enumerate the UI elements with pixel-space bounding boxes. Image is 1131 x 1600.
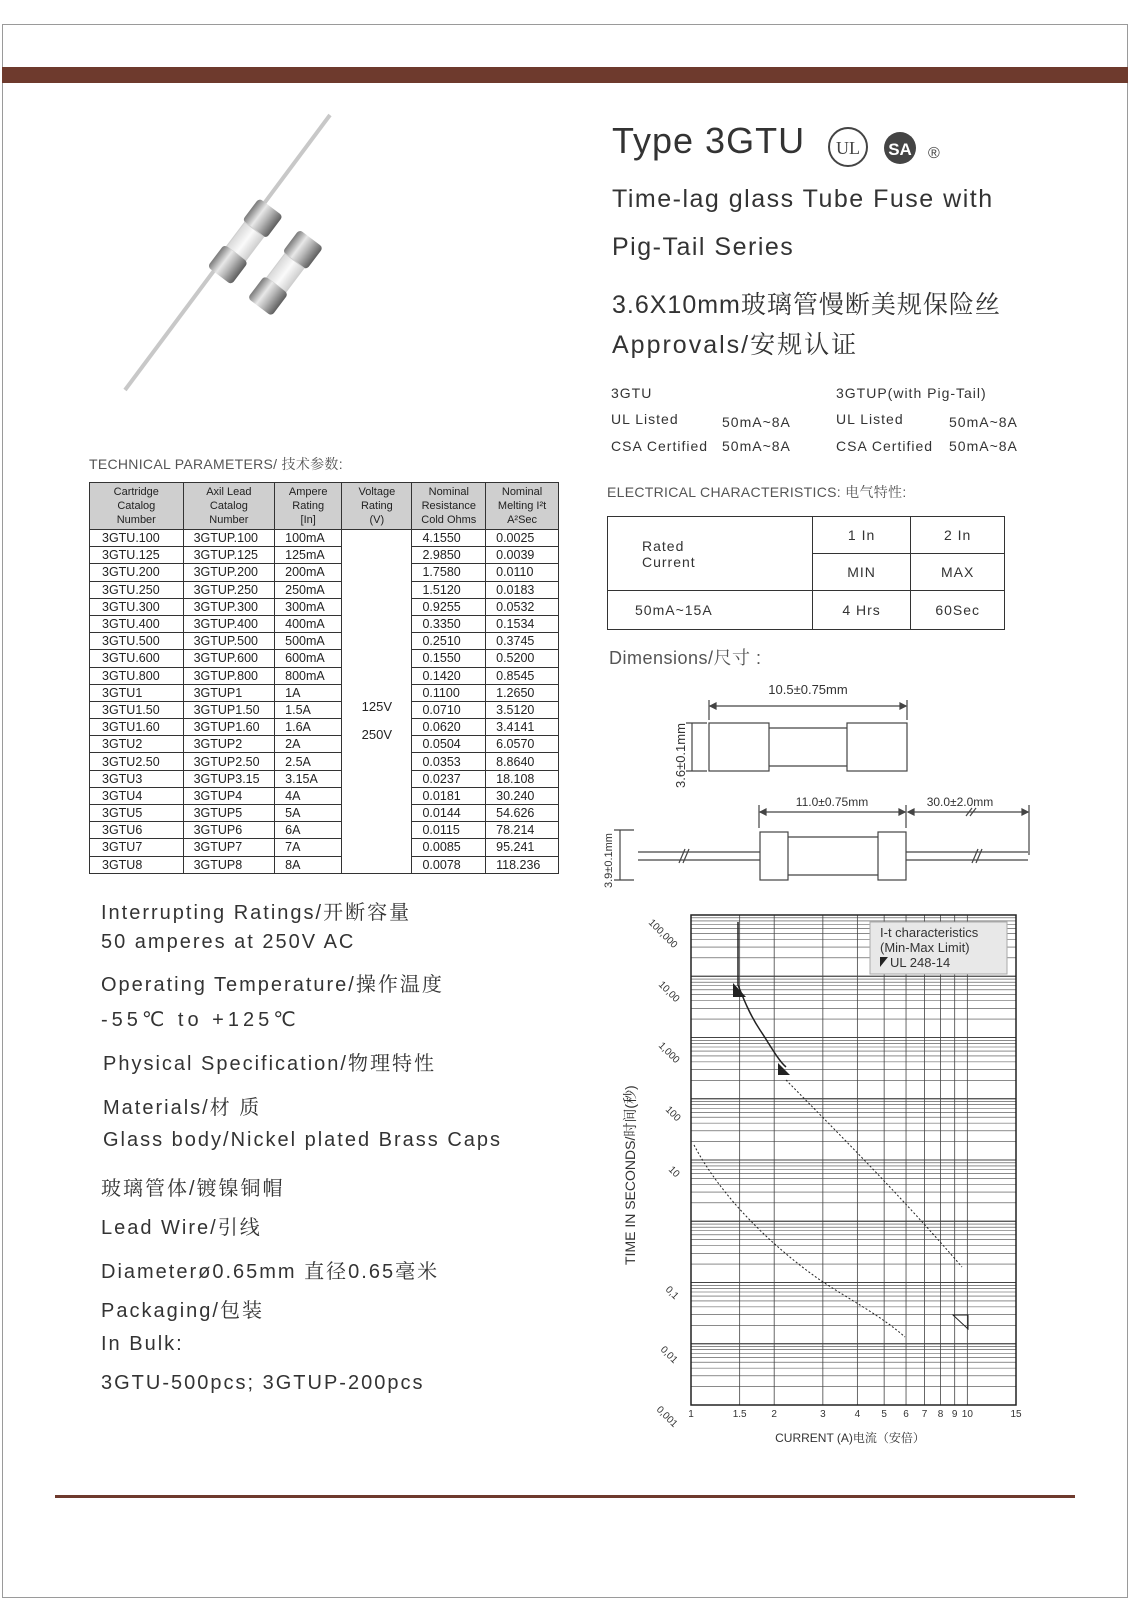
table-row [90, 822, 559, 839]
melting-i2t: 0.1534 [486, 615, 559, 632]
table-row [90, 719, 559, 736]
body-length-dim: 11.0±0.75mm [795, 795, 869, 809]
melting-i2t: 6.0570 [486, 736, 559, 753]
dimensions-label: Dimensions/尺寸 : [609, 648, 762, 668]
cold-resistance: 1.5120 [412, 581, 486, 598]
top-brand-bar [2, 67, 1128, 83]
table-row [90, 564, 559, 581]
th-axil-lead: Axil Lead Catalog Number [183, 483, 275, 530]
axil-lead-number: 3GTUP2 [183, 736, 275, 753]
tech-params-label: TECHNICAL PARAMETERS/ 技术参数: [89, 456, 343, 472]
x-tick-label: 10 [961, 1409, 973, 1420]
cartridge-number: 3GTU.125 [90, 547, 184, 564]
x-tick-label: 2 [771, 1409, 777, 1420]
cold-resistance: 0.0115 [412, 822, 486, 839]
interrupting-heading: Interrupting Ratings/开断容量 [101, 902, 412, 924]
cartridge-number: 3GTU2.50 [90, 753, 184, 770]
voltage-125: 125V [361, 699, 393, 715]
chart-xlabel: CURRENT (A)电流（安倍） [775, 1431, 925, 1445]
svg-text:SA: SA [888, 140, 912, 159]
melting-i2t: 0.5200 [486, 650, 559, 667]
ampere-rating: 5A [275, 805, 342, 822]
approval-col1-row2-label: CSA Certified [611, 438, 709, 454]
melting-i2t: 95.241 [486, 839, 559, 856]
table-row [90, 770, 559, 787]
axil-lead-number: 3GTUP8 [183, 856, 275, 873]
cold-resistance: 0.0237 [412, 770, 486, 787]
melting-i2t: 78.214 [486, 822, 559, 839]
cold-resistance: 0.0181 [412, 787, 486, 804]
product-title: Type 3GTU [612, 120, 806, 161]
y-tick-1: 100,000 [645, 917, 680, 951]
table-row [90, 530, 559, 547]
cartridge-number: 3GTU.100 [90, 530, 184, 547]
melting-i2t: 3.5120 [486, 701, 559, 718]
cartridge-number: 3GTU.500 [90, 633, 184, 650]
ampere-rating: 2A [275, 736, 342, 753]
table-row [90, 839, 559, 856]
approval-col2-row2-value: 50mA~8A [949, 438, 1018, 454]
table-row [90, 650, 559, 667]
y-tick-8: 0,001 [653, 1404, 680, 1430]
approval-col1-row1-value: 50mA~8A [722, 414, 791, 430]
table-row [90, 701, 559, 718]
ampere-rating: 6A [275, 822, 342, 839]
cold-resistance: 0.0078 [412, 856, 486, 873]
interrupting-value: 50 amperes at 250V AC [101, 931, 356, 953]
cold-resistance: 0.0710 [412, 701, 486, 718]
cold-resistance: 0.1550 [412, 650, 486, 667]
th-melting: Nominal Melting I²t A²Sec [486, 483, 559, 530]
diameter-dim: 3.6±0.1mm [673, 723, 688, 788]
current-range: 50mA~15A [608, 591, 813, 630]
length-dim: 10.5±0.75mm [768, 682, 848, 697]
min-label: MIN [812, 554, 910, 591]
ampere-rating: 125mA [275, 547, 342, 564]
axil-lead-number: 3GTUP.500 [183, 633, 275, 650]
cartridge-number: 3GTU1.60 [90, 719, 184, 736]
cold-resistance: 1.7580 [412, 564, 486, 581]
table-row [90, 805, 559, 822]
cold-resistance: 0.0144 [412, 805, 486, 822]
csa-logo-icon [880, 128, 946, 168]
rated-current-cell: Rated Current [608, 517, 813, 591]
materials-heading: Materials/材 质 [103, 1097, 262, 1119]
th-voltage: Voltage Rating (V) [342, 483, 412, 530]
melting-i2t: 1.2650 [486, 684, 559, 701]
axil-lead-number: 3GTUP.300 [183, 598, 275, 615]
cartridge-number: 3GTU4 [90, 787, 184, 804]
approval-col1-title: 3GTU [611, 385, 653, 401]
axil-lead-number: 3GTUP3.15 [183, 770, 275, 787]
table-row [90, 547, 559, 564]
x-tick-label: 6 [903, 1409, 909, 1420]
legend-line-1: I-t characteristics [880, 925, 979, 940]
max-time: 60Sec [911, 591, 1005, 630]
ampere-rating: 500mA [275, 633, 342, 650]
tech-params-table [89, 482, 559, 874]
melting-i2t: 0.3745 [486, 633, 559, 650]
approvals-heading: Approvals/安规认证 [612, 331, 859, 359]
cartridge-number: 3GTU1.50 [90, 701, 184, 718]
approval-col2-row1-value: 50mA~8A [949, 414, 1018, 430]
ampere-rating: 300mA [275, 598, 342, 615]
x-tick-label: 15 [1010, 1409, 1022, 1420]
header-1in: 1 In [812, 517, 910, 554]
cold-resistance: 0.1420 [412, 667, 486, 684]
cartridge-number: 3GTU3 [90, 770, 184, 787]
cold-resistance: 0.1100 [412, 684, 486, 701]
cold-resistance: 0.3350 [412, 615, 486, 632]
table-row [90, 667, 559, 684]
table-row [90, 615, 559, 632]
x-tick-label: 1.5 [732, 1409, 747, 1420]
approval-col2-row1-label: UL Listed [836, 411, 904, 427]
melting-i2t: 0.0110 [486, 564, 559, 581]
cartridge-number: 3GTU.250 [90, 581, 184, 598]
ampere-rating: 400mA [275, 615, 342, 632]
y-tick-4: 100 [662, 1104, 683, 1124]
svg-text:®: ® [928, 145, 940, 162]
materials-chinese: 玻璃管体/镀镍铜帽 [101, 1178, 285, 1200]
ampere-rating: 250mA [275, 581, 342, 598]
max-label: MAX [911, 554, 1005, 591]
elec-char-label: ELECTRICAL CHARACTERISTICS: 电气特性: [607, 484, 907, 500]
x-tick-label: 4 [854, 1409, 861, 1420]
table-row [90, 753, 559, 770]
table-row [90, 787, 559, 804]
axil-lead-number: 3GTUP.600 [183, 650, 275, 667]
body-diameter-dim: 3.9±0.1mm [603, 833, 615, 888]
subtitle-line-1: Time-lag glass Tube Fuse with [612, 185, 994, 213]
legend-line-2: (Min-Max Limit) [880, 940, 970, 955]
ampere-rating: 800mA [275, 667, 342, 684]
axil-lead-number: 3GTUP1.50 [183, 701, 275, 718]
lead-heading: Lead Wire/引线 [101, 1217, 262, 1239]
melting-i2t: 8.8640 [486, 753, 559, 770]
table-row [90, 856, 559, 873]
cold-resistance: 0.0085 [412, 839, 486, 856]
ampere-rating: 3.15A [275, 770, 342, 787]
y-tick-2: 10,00 [655, 979, 682, 1005]
x-tick-label: 3 [820, 1409, 826, 1420]
legend-line-3: UL 248-14 [890, 955, 951, 970]
subtitle-line-2: Pig-Tail Series [612, 233, 795, 261]
axil-lead-number: 3GTUP.125 [183, 547, 275, 564]
melting-i2t: 0.8545 [486, 667, 559, 684]
lead-length-dim: 30.0±2.0mm [926, 795, 994, 809]
bulk-value: 3GTU-500pcs; 3GTUP-200pcs [101, 1372, 425, 1394]
melting-i2t: 54.626 [486, 805, 559, 822]
approval-col1-row2-value: 50mA~8A [722, 438, 791, 454]
dimensions-drawing [603, 680, 1040, 910]
cartridge-number: 3GTU7 [90, 839, 184, 856]
approval-col2-title: 3GTUP(with Pig-Tail) [836, 385, 987, 401]
y-tick-3: 1,000 [655, 1040, 682, 1066]
axil-lead-number: 3GTUP.200 [183, 564, 275, 581]
lead-diameter: Diameterø0.65mm 直径0.65毫米 [101, 1261, 440, 1283]
cold-resistance: 0.2510 [412, 633, 486, 650]
subtitle-chinese: 3.6X10mm玻璃管慢断美规保险丝 [612, 291, 1001, 319]
cartridge-number: 3GTU2 [90, 736, 184, 753]
cartridge-number: 3GTU6 [90, 822, 184, 839]
cold-resistance: 2.9850 [412, 547, 486, 564]
cold-resistance: 0.0504 [412, 736, 486, 753]
temperature-heading: Operating Temperature/操作温度 [101, 974, 444, 996]
melting-i2t: 0.0039 [486, 547, 559, 564]
approval-col1-row1-label: UL Listed [611, 411, 679, 427]
svg-text:UL: UL [836, 138, 860, 158]
table-row [90, 633, 559, 650]
melting-i2t: 3.4141 [486, 719, 559, 736]
cartridge-number: 3GTU.200 [90, 564, 184, 581]
cartridge-number: 3GTU.300 [90, 598, 184, 615]
fuse-product-photo [105, 110, 365, 410]
temperature-value: -55℃ to +125℃ [101, 1009, 300, 1031]
axil-lead-number: 3GTUP.250 [183, 581, 275, 598]
melting-i2t: 0.0532 [486, 598, 559, 615]
melting-i2t: 118.236 [486, 856, 559, 873]
materials-value: Glass body/Nickel plated Brass Caps [103, 1129, 503, 1151]
ampere-rating: 8A [275, 856, 342, 873]
ampere-rating: 100mA [275, 530, 342, 547]
elec-char-table [607, 516, 1005, 630]
min-time: 4 Hrs [812, 591, 910, 630]
approval-col2-row2-label: CSA Certified [836, 438, 934, 454]
x-ticks [688, 1409, 1022, 1420]
ampere-rating: 7A [275, 839, 342, 856]
table-row [90, 736, 559, 753]
cartridge-number: 3GTU8 [90, 856, 184, 873]
ampere-rating: 2.5A [275, 753, 342, 770]
x-tick-label: 8 [937, 1409, 944, 1420]
chart-ylabel: TIME IN SECONDS/时间(秒) [622, 1085, 638, 1265]
y-tick-7: 0,01 [657, 1344, 680, 1366]
curve-marker-3-icon [953, 1315, 968, 1329]
tech-table-body [90, 530, 559, 874]
x-tick-label: 1 [688, 1409, 694, 1420]
it-chart [620, 905, 1060, 1485]
cartridge-number: 3GTU.600 [90, 650, 184, 667]
header-2in: 2 In [911, 517, 1005, 554]
bulk-label: In Bulk: [101, 1333, 184, 1355]
cartridge-number: 3GTU.400 [90, 615, 184, 632]
cartridge-number: 3GTU1 [90, 684, 184, 701]
axil-lead-number: 3GTUP2.50 [183, 753, 275, 770]
axil-lead-number: 3GTUP1.60 [183, 719, 275, 736]
ampere-rating: 1A [275, 684, 342, 701]
table-row [90, 598, 559, 615]
axil-lead-number: 3GTUP1 [183, 684, 275, 701]
axil-lead-number: 3GTUP5 [183, 805, 275, 822]
th-resistance: Nominal Resistance Cold Ohms [412, 483, 486, 530]
th-cartridge: Cartridge Catalog Number [90, 483, 184, 530]
table-row [90, 581, 559, 598]
cartridge-number: 3GTU5 [90, 805, 184, 822]
melting-i2t: 0.0025 [486, 530, 559, 547]
melting-i2t: 18.108 [486, 770, 559, 787]
axil-lead-number: 3GTUP.400 [183, 615, 275, 632]
ampere-rating: 600mA [275, 650, 342, 667]
x-tick-label: 7 [921, 1409, 928, 1420]
axil-lead-number: 3GTUP4 [183, 787, 275, 804]
packaging-heading: Packaging/包装 [101, 1300, 264, 1322]
axil-lead-number: 3GTUP6 [183, 822, 275, 839]
ul-logo-icon [826, 125, 870, 169]
x-tick-label: 9 [951, 1409, 958, 1420]
axil-lead-number: 3GTUP.800 [183, 667, 275, 684]
cold-resistance: 4.1550 [412, 530, 486, 547]
voltage-rating-cell [342, 530, 412, 874]
th-ampere: Ampere Rating [In] [275, 483, 342, 530]
bottom-brand-bar [55, 1495, 1075, 1498]
physical-heading: Physical Specification/物理特性 [103, 1053, 436, 1075]
cold-resistance: 0.9255 [412, 598, 486, 615]
axil-lead-number: 3GTUP7 [183, 839, 275, 856]
ampere-rating: 1.5A [275, 701, 342, 718]
y-tick-5: 10 [665, 1164, 682, 1180]
ampere-rating: 1.6A [275, 719, 342, 736]
melting-i2t: 0.0183 [486, 581, 559, 598]
ampere-rating: 200mA [275, 564, 342, 581]
melting-i2t: 30.240 [486, 787, 559, 804]
axil-lead-number: 3GTUP.100 [183, 530, 275, 547]
cartridge-number: 3GTU.800 [90, 667, 184, 684]
x-tick-label: 5 [881, 1409, 887, 1420]
voltage-250: 250V [361, 727, 393, 743]
cold-resistance: 0.0620 [412, 719, 486, 736]
table-row [90, 684, 559, 701]
ampere-rating: 4A [275, 787, 342, 804]
table-header-row [90, 483, 559, 530]
y-tick-6: 0,1 [662, 1284, 681, 1302]
cold-resistance: 0.0353 [412, 753, 486, 770]
